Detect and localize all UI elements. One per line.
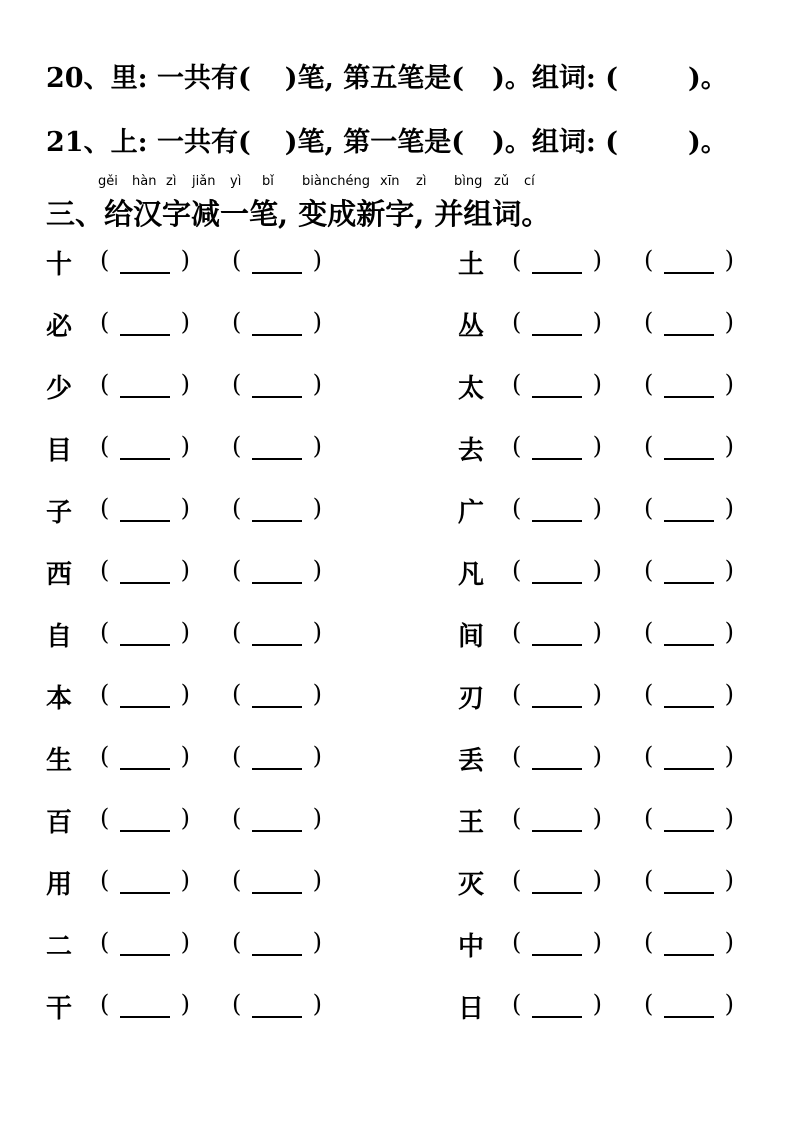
answer-blank[interactable]: ( ) (232, 928, 322, 956)
answer-blank[interactable]: ( ) (512, 866, 602, 894)
answer-blank[interactable]: ( ) (232, 618, 322, 646)
answer-blank[interactable]: ( ) (512, 742, 602, 770)
pinyin: biànchéng (302, 174, 370, 189)
answer-blank[interactable]: ( ) (100, 308, 190, 336)
source-char: 自 (46, 622, 73, 652)
answer-blank[interactable]: ( ) (512, 370, 602, 398)
source-char: 广 (458, 498, 485, 528)
answer-blank[interactable]: ( ) (512, 246, 602, 274)
source-char: 子 (46, 498, 73, 528)
source-char: 丛 (458, 312, 485, 342)
question-text-part: )。 (688, 63, 728, 94)
source-char: 少 (46, 374, 73, 404)
question-text-part: )。 (688, 127, 728, 158)
answer-blank[interactable]: ( ) (512, 928, 602, 956)
answer-blank[interactable]: ( ) (232, 370, 322, 398)
pinyin: zǔ (494, 174, 510, 189)
source-char: 目 (46, 436, 73, 466)
pinyin: zì (416, 174, 427, 189)
question-number: 20、 (46, 63, 111, 94)
question-char: 上 (110, 127, 138, 158)
question-21 (46, 120, 751, 159)
answer-blank[interactable]: ( ) (512, 432, 602, 460)
answer-blank[interactable]: ( ) (512, 308, 602, 336)
answer-blank[interactable]: ( ) (644, 494, 734, 522)
answer-blank[interactable]: ( ) (644, 866, 734, 894)
answer-blank[interactable]: ( ) (100, 556, 190, 584)
exercise-row (46, 302, 751, 352)
exercise-row (46, 736, 751, 786)
pinyin: yì (230, 174, 242, 189)
section-3-heading (46, 172, 751, 233)
exercise-row (46, 798, 751, 848)
exercise-row (46, 488, 751, 538)
answer-blank[interactable]: ( ) (100, 928, 190, 956)
question-text-part: )笔, 第一笔是( (284, 127, 465, 158)
answer-blank[interactable]: ( ) (232, 246, 322, 274)
exercise-row (46, 674, 751, 724)
answer-blank[interactable]: ( ) (644, 246, 734, 274)
answer-blank[interactable]: ( ) (512, 804, 602, 832)
exercise-row (46, 550, 751, 600)
source-char: 丢 (458, 746, 485, 776)
answer-blank[interactable]: ( ) (100, 494, 190, 522)
source-char: 太 (458, 374, 485, 404)
source-char: 王 (458, 808, 485, 838)
source-char: 干 (46, 994, 73, 1024)
source-char: 中 (458, 932, 485, 962)
answer-blank[interactable]: ( ) (232, 742, 322, 770)
exercise-row (46, 922, 751, 972)
answer-blank[interactable]: ( ) (512, 494, 602, 522)
pinyin: gěi (98, 174, 118, 189)
answer-blank[interactable]: ( ) (512, 680, 602, 708)
source-char: 二 (46, 932, 73, 962)
answer-blank[interactable]: ( ) (232, 866, 322, 894)
answer-blank[interactable]: ( ) (512, 990, 602, 1018)
source-char: 十 (46, 250, 73, 280)
answer-blank[interactable]: ( ) (100, 680, 190, 708)
answer-blank[interactable]: ( ) (100, 432, 190, 460)
answer-blank[interactable]: ( ) (232, 680, 322, 708)
question-number: 21、 (46, 127, 111, 158)
exercise-row (46, 860, 751, 910)
question-text-part: )笔, 第五笔是( (284, 63, 465, 94)
answer-blank[interactable]: ( ) (100, 370, 190, 398)
source-char: 本 (46, 684, 73, 714)
exercise-row (46, 426, 751, 476)
source-char: 百 (46, 808, 73, 838)
answer-blank[interactable]: ( ) (100, 742, 190, 770)
answer-blank[interactable]: ( ) (232, 494, 322, 522)
pinyin: hàn (132, 174, 157, 189)
answer-blank[interactable]: ( ) (100, 866, 190, 894)
question-text-part: )。组词: ( (492, 63, 619, 94)
pinyin-row (46, 172, 751, 192)
answer-blank[interactable]: ( ) (232, 804, 322, 832)
answer-blank[interactable]: ( ) (512, 556, 602, 584)
answer-blank[interactable]: ( ) (644, 990, 734, 1018)
answer-blank[interactable]: ( ) (644, 556, 734, 584)
answer-blank[interactable]: ( ) (100, 990, 190, 1018)
answer-blank[interactable]: ( ) (232, 308, 322, 336)
answer-blank[interactable]: ( ) (644, 928, 734, 956)
question-text-part: : 一共有( (137, 63, 251, 94)
source-char: 灭 (458, 870, 485, 900)
exercise-row (46, 984, 751, 1034)
answer-blank[interactable]: ( ) (644, 432, 734, 460)
question-20 (46, 56, 751, 95)
section-title: 三、给汉字减一笔, 变成新字, 并组词。 (46, 197, 551, 231)
answer-blank[interactable]: ( ) (100, 804, 190, 832)
source-char: 土 (458, 250, 485, 280)
source-char: 必 (46, 312, 73, 342)
pinyin: bìng (454, 174, 483, 189)
answer-blank[interactable]: ( ) (232, 432, 322, 460)
source-char: 日 (458, 994, 485, 1024)
answer-blank[interactable]: ( ) (644, 370, 734, 398)
question-text-part: : 一共有( (137, 127, 251, 158)
pinyin: cí (524, 174, 535, 189)
question-char: 里 (110, 63, 138, 94)
answer-blank[interactable]: ( ) (232, 556, 322, 584)
source-char: 去 (458, 436, 485, 466)
exercise-row (46, 612, 751, 662)
exercise-row (46, 364, 751, 414)
source-char: 用 (46, 870, 73, 900)
source-char: 间 (458, 622, 485, 652)
answer-blank[interactable]: ( ) (512, 618, 602, 646)
answer-blank[interactable]: ( ) (644, 680, 734, 708)
pinyin: zì (166, 174, 177, 189)
source-char: 刃 (458, 684, 485, 714)
question-text-part: )。组词: ( (492, 127, 619, 158)
source-char: 生 (46, 746, 73, 776)
source-char: 西 (46, 560, 73, 590)
answer-blank[interactable]: ( ) (644, 308, 734, 336)
pinyin: jiǎn (192, 174, 216, 189)
pinyin: xīn (380, 174, 400, 189)
answer-blank[interactable]: ( ) (100, 246, 190, 274)
answer-blank[interactable]: ( ) (232, 990, 322, 1018)
answer-blank[interactable]: ( ) (644, 618, 734, 646)
answer-blank[interactable]: ( ) (644, 804, 734, 832)
pinyin: bǐ (262, 174, 274, 189)
answer-blank[interactable]: ( ) (100, 618, 190, 646)
exercise-row (46, 240, 751, 290)
source-char: 凡 (458, 560, 485, 590)
answer-blank[interactable]: ( ) (644, 742, 734, 770)
